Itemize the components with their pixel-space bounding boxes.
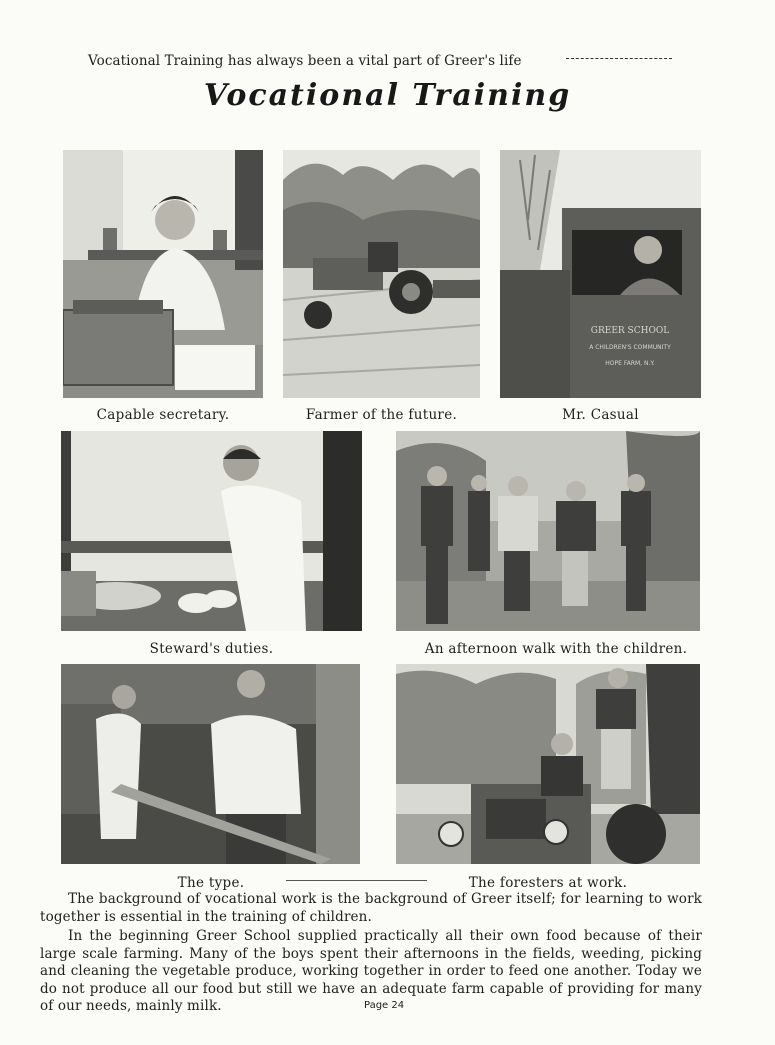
caption-tractor: Farmer of the future. xyxy=(305,407,458,423)
photo-tractor xyxy=(283,150,480,398)
caption-walk: An afternoon walk with the children. xyxy=(424,641,688,657)
body-paragraph-2: In the beginning Greer School supplied practically all their own food because of their large scale farming. Many of the boys spent their afternoons in the fields, weeding, picking and cleaning the vegetable produce, working together in order to feed one another. Today we do not produce all our food but still we have an adequate farm capable of providing for many of our needs, mainly milk. xyxy=(40,928,702,1014)
caption-secretary: Capable secretary. xyxy=(96,407,230,423)
photo-kitchen xyxy=(61,431,362,631)
page-number: Page 24 xyxy=(364,1000,405,1011)
photo-truck xyxy=(500,150,701,398)
caption-workshop: The type. xyxy=(177,875,245,891)
photo-secretary xyxy=(63,150,263,398)
page-title: Vocational Training xyxy=(203,78,572,113)
caption-truck: Mr. Casual xyxy=(562,407,639,423)
svg-text:GREER SCHOOL: GREER SCHOOL xyxy=(590,326,670,336)
intro-dash-rule xyxy=(566,58,672,59)
photo-walk xyxy=(396,431,700,631)
caption-kitchen: Steward's duties. xyxy=(149,641,274,657)
photo-workshop xyxy=(61,664,360,864)
body-paragraph-1: The background of vocational work is the background of Greer itself; for learning to work together is essential in the training of children. xyxy=(40,891,702,925)
caption-foresters: The foresters at work. xyxy=(468,875,628,891)
svg-text:A CHILDREN'S COMMUNITY: A CHILDREN'S COMMUNITY xyxy=(589,344,671,351)
intro-line: Vocational Training has always been a vital part of Greer's life xyxy=(88,53,522,69)
svg-text:HOPE FARM, N.Y.: HOPE FARM, N.Y. xyxy=(605,360,655,367)
caption-divider xyxy=(286,880,427,881)
photo-foresters xyxy=(396,664,700,864)
